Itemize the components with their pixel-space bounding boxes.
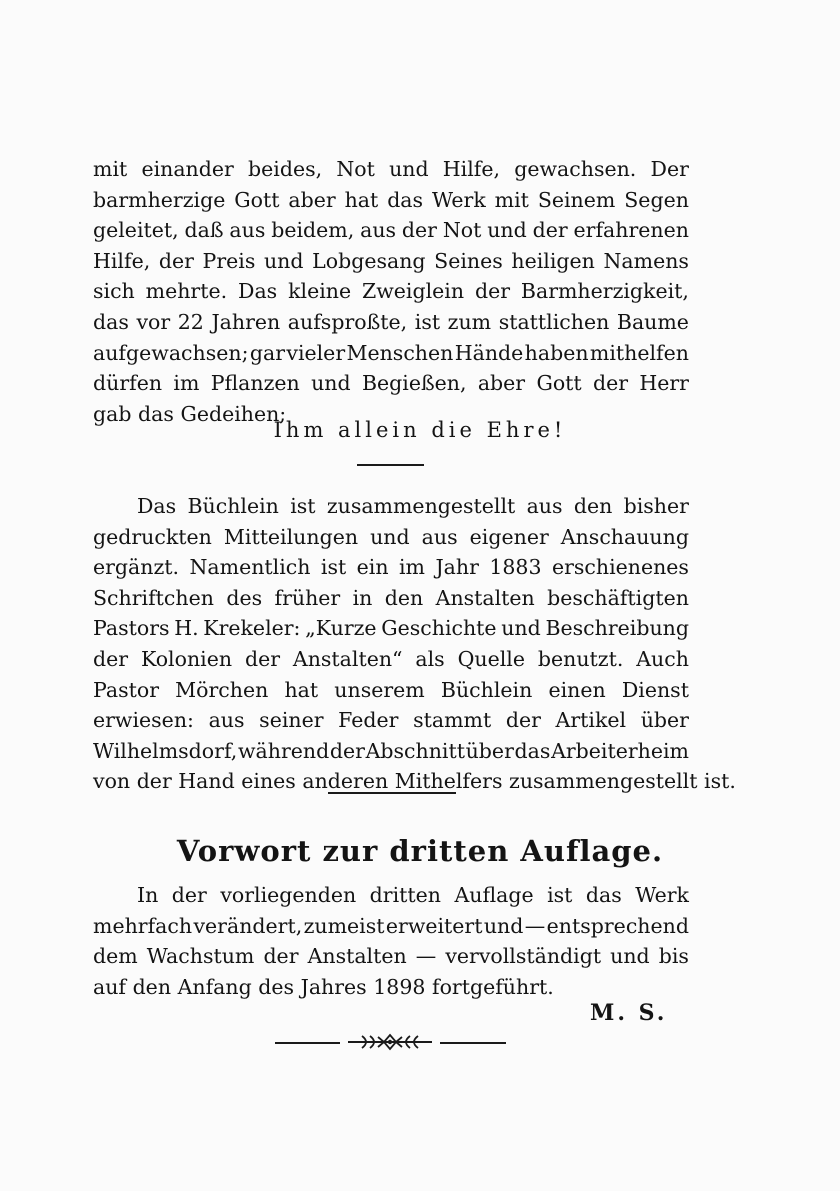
signature: M. S. (590, 1000, 668, 1026)
text-line: dürfen im Pflanzen und Begießen, aber Gott der Herr (93, 371, 689, 396)
short-rule-1 (357, 464, 424, 466)
text-line: sich mehrte. Das kleine Zweiglein der Barmherzigkeit, (93, 279, 689, 304)
text-line: gedruckten Mitteilungen und aus eigener Anschauung (93, 524, 689, 549)
text-line: gab das Gedeihen; (93, 401, 287, 426)
text-line: In der vorliegenden dritten Auflage ist das Werk (137, 883, 689, 907)
text-line: ergänzt. Namentlich ist ein im Jahr 1883 erschienenes (93, 555, 689, 580)
text-line: der Kolonien der Anstalten“ als Quelle benutzt. Auch (93, 646, 689, 671)
ornament-rule-right (440, 1042, 506, 1044)
ornament-icon (348, 1032, 432, 1052)
text-line: mehrfach verändert, zumeist erweitert und — entsprechend (93, 913, 689, 938)
paragraph-2 (93, 491, 736, 797)
paragraph-3 (93, 880, 689, 1002)
text-line: geleitet, daß aus beidem, aus der Not und der erfahrenen (93, 218, 689, 243)
text-line: erwiesen: aus seiner Feder stammt der Artikel über (93, 708, 689, 733)
paragraph-1 (93, 154, 689, 429)
text-line: dem Wachstum der Anstalten — vervollständigt und bis (93, 944, 689, 969)
text-line: mit einander beides, Not und Hilfe, gewachsen. Der (93, 157, 689, 181)
text-line: auf den Anfang des Jahres 1898 fortgeführt. (93, 974, 554, 999)
text-line: Hilfe, der Preis und Lobgesang Seines heiligen Namens (93, 248, 689, 273)
text-line: Pastors H. Krekeler: „Kurze Geschichte und Beschreibung (93, 616, 689, 641)
text-line: Wilhelmsdorf, während der Abschnitt über das Arbeiterheim (93, 738, 689, 763)
text-line: aufgewachsen; gar vieler Menschen Hände haben mithelfen (93, 340, 689, 365)
motto: Ihm allein die Ehre! (273, 418, 567, 442)
ornament-rule-left (275, 1042, 340, 1044)
text-line: barmherzige Gott aber hat das Werk mit Seinem Segen (93, 187, 689, 212)
section-heading: Vorwort zur dritten Auflage. (176, 834, 664, 868)
short-rule-2 (328, 792, 456, 794)
text-line: von der Hand eines anderen Mithelfers zusammengestellt ist. (93, 769, 736, 794)
text-line: Das Büchlein ist zusammengestellt aus den bisher (137, 494, 689, 518)
text-line: Schriftchen des früher in den Anstalten beschäftigten (93, 585, 689, 610)
text-line: Pastor Mörchen hat unserem Büchlein einen Dienst (93, 677, 689, 702)
text-line: das vor 22 Jahren aufsproßte, ist zum stattlichen Baume (93, 309, 689, 334)
